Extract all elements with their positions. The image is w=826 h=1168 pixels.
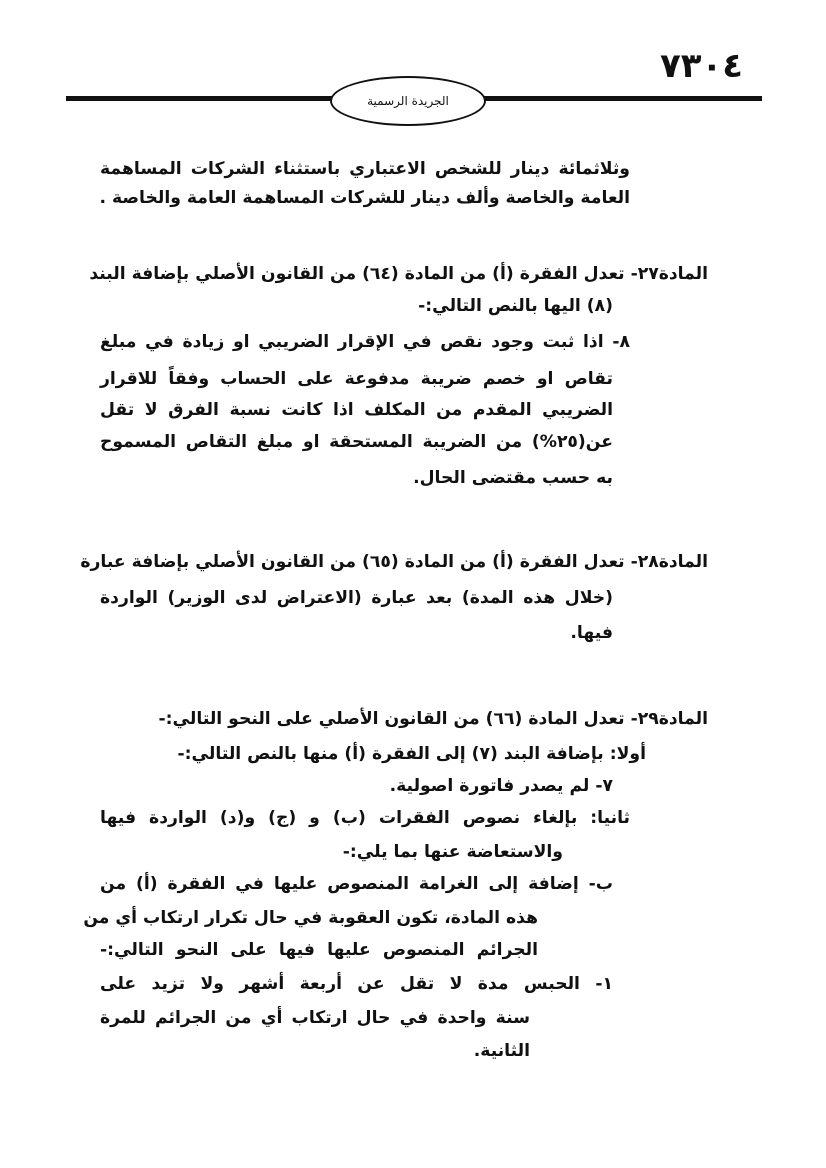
article28-line: فيها. — [570, 623, 613, 643]
article29-line: هذه المادة، تكون العقوبة في حال تكرار ارتكاب أي من — [83, 908, 538, 928]
article29-line: الثانية. — [473, 1041, 530, 1061]
article29-line: المادة٢٩- تعدل المادة (٦٦) من القانون الأصلي على النحو التالي:- — [158, 709, 708, 729]
article29-line: الجرائم المنصوص عليها فيها على النحو التالي:- — [100, 940, 538, 960]
page-number: ٧٣٠٤ — [660, 46, 744, 86]
article29-line: ثانيا: بإلغاء نصوص الفقرات (ب) و (ج) و(د) الواردة فيها — [100, 808, 630, 828]
article27-line: ٨- اذا ثبت وجود نقص في الإقرار الضريبي او زيادة في مبلغ — [100, 332, 630, 352]
article29-line: ٧- لم يصدر فاتورة اصولية. — [389, 776, 613, 796]
gazette-title-oval — [330, 76, 486, 126]
article29-line: أولا: بإضافة البند (٧) إلى الفقرة (أ) منها بالنص التالي:- — [177, 744, 646, 764]
article29-line: سنة واحدة في حال ارتكاب أي من الجرائم للمرة — [100, 1008, 530, 1028]
article27-line: به حسب مقتضى الحال. — [413, 468, 613, 488]
article29-line: ١- الحبس مدة لا تقل عن أربعة أشهر ولا تزيد على — [100, 974, 613, 994]
intro-line: العامة والخاصة وألف دينار للشركات المساهمة العامة والخاصة . — [99, 188, 630, 208]
intro-line: وثلاثمائة دينار للشخص الاعتباري باستثناء الشركات المساهمة — [100, 159, 630, 179]
gazette-title: الجريدة الرسمية — [367, 94, 449, 108]
article29-line: والاستعاضة عنها بما يلي:- — [342, 842, 563, 862]
article27-line: تقاص او خصم ضريبة مدفوعة على الحساب وفقاً للاقرار — [100, 369, 613, 389]
article28-line: (خلال هذه المدة) بعد عبارة (الاعتراض لدى الوزير) الواردة — [100, 588, 613, 608]
article29-line: ب- إضافة إلى الغرامة المنصوص عليها في الفقرة (أ) من — [100, 874, 613, 894]
article27-line: الضريبي المقدم من المكلف اذا كانت نسبة الفرق لا تقل — [100, 400, 613, 420]
article27-line: المادة٢٧- تعدل الفقرة (أ) من المادة (٦٤) من القانون الأصلي بإضافة البند — [89, 264, 708, 284]
article27-line: عن(٢٥%) من الضريبة المستحقة او مبلغ التقاص المسموح — [100, 432, 613, 452]
article28-line: المادة٢٨- تعدل الفقرة (أ) من المادة (٦٥) من القانون الأصلي بإضافة عبارة — [80, 552, 708, 572]
article27-line: (٨) اليها بالنص التالي:- — [418, 296, 613, 316]
